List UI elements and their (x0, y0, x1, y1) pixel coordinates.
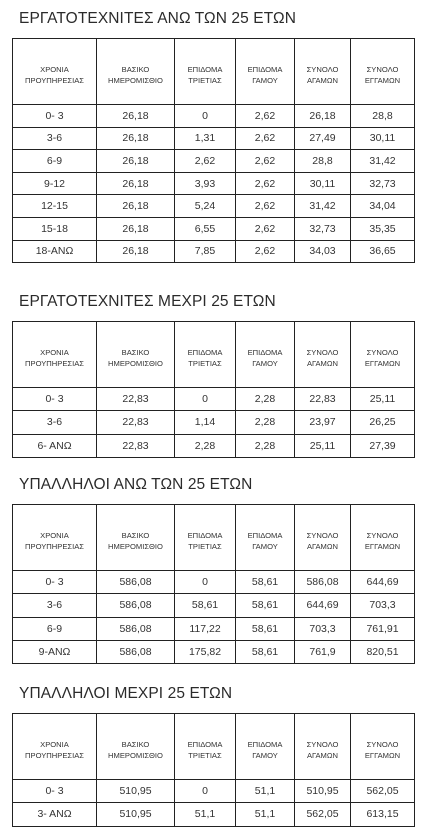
table-row (13, 105, 415, 128)
table-cell: 2,28 (236, 434, 295, 457)
table-row (13, 434, 415, 457)
table-cell: 32,73 (295, 217, 351, 240)
column-header: ΧΡΟΝΙΑ ΠΡΟΥΠΗΡΕΣΙΑΣ (13, 322, 97, 388)
column-header: ΣΥΝΟΛΟ ΑΓΑΜΩΝ (295, 505, 351, 571)
table-cell: 1,14 (175, 411, 236, 434)
table-cell: 586,08 (97, 617, 175, 640)
column-header: ΕΠΙΔΟΜΑ ΤΡΙΕΤΙΑΣ (175, 505, 236, 571)
header-row (13, 322, 415, 388)
table-cell: 22,83 (295, 388, 351, 411)
column-header: ΣΥΝΟΛΟ ΕΓΓΑΜΩΝ (351, 39, 415, 105)
table-cell: 586,08 (97, 640, 175, 663)
column-header: ΣΥΝΟΛΟ ΕΓΓΑΜΩΝ (351, 714, 415, 780)
table-cell: 510,95 (97, 803, 175, 826)
table-cell: 586,08 (97, 571, 175, 594)
table-cell: 2,62 (236, 150, 295, 173)
section-title: ΕΡΓΑΤΟΤΕΧΝΙΤΕΣ ΜΕΧΡΙ 25 ΕΤΩΝ (19, 293, 276, 310)
column-header: ΒΑΣΙΚΟ ΗΜΕΡΟΜΙΣΘΙΟ (97, 505, 175, 571)
column-header: ΒΑΣΙΚΟ ΗΜΕΡΟΜΙΣΘΙΟ (97, 39, 175, 105)
column-header: ΧΡΟΝΙΑ ΠΡΟΥΠΗΡΕΣΙΑΣ (13, 505, 97, 571)
table-row (13, 411, 415, 434)
table-cell: 26,18 (295, 105, 351, 128)
table-row (13, 803, 415, 826)
table-cell: 12-15 (13, 195, 97, 218)
section-title: ΥΠΑΛΛΗΛΟΙ ΜΕΧΡΙ 25 ΕΤΩΝ (19, 685, 233, 702)
table-cell: 2,28 (236, 411, 295, 434)
table-cell: 6-9 (13, 617, 97, 640)
table-row (13, 217, 415, 240)
column-header: ΣΥΝΟΛΟ ΕΓΓΑΜΩΝ (351, 505, 415, 571)
table-cell: 58,61 (236, 617, 295, 640)
table-row (13, 388, 415, 411)
table-cell: 586,08 (295, 571, 351, 594)
table-cell: 26,18 (97, 195, 175, 218)
table-row (13, 240, 415, 263)
table-cell: 0 (175, 105, 236, 128)
table-row (13, 780, 415, 803)
table-cell: 25,11 (351, 388, 415, 411)
table-cell: 3-6 (13, 594, 97, 617)
table-cell: 30,11 (351, 127, 415, 150)
table-cell: 2,62 (236, 172, 295, 195)
table-cell: 3,93 (175, 172, 236, 195)
table-cell: 28,8 (295, 150, 351, 173)
table-row (13, 617, 415, 640)
column-header: ΕΠΙΔΟΜΑ ΓΑΜΟΥ (236, 505, 295, 571)
table-cell: 562,05 (295, 803, 351, 826)
table-cell: 586,08 (97, 594, 175, 617)
table-cell: 3-6 (13, 411, 97, 434)
table-cell: 5,24 (175, 195, 236, 218)
table-cell: 761,9 (295, 640, 351, 663)
table-row (13, 640, 415, 663)
table-cell: 703,3 (351, 594, 415, 617)
table-cell: 0- 3 (13, 105, 97, 128)
header-row (13, 505, 415, 571)
table-cell: 2,62 (236, 105, 295, 128)
table-cell: 26,18 (97, 240, 175, 263)
table-cell: 613,15 (351, 803, 415, 826)
table-cell: 761,91 (351, 617, 415, 640)
table-cell: 18-ΑΝΩ (13, 240, 97, 263)
table-cell: 2,28 (175, 434, 236, 457)
table-cell: 22,83 (97, 388, 175, 411)
table-cell: 27,39 (351, 434, 415, 457)
table-row (13, 195, 415, 218)
table-cell: 31,42 (295, 195, 351, 218)
table-cell: 51,1 (236, 780, 295, 803)
column-header: ΣΥΝΟΛΟ ΑΓΑΜΩΝ (295, 714, 351, 780)
table-cell: 820,51 (351, 640, 415, 663)
table-cell: 644,69 (351, 571, 415, 594)
table-cell: 703,3 (295, 617, 351, 640)
table-cell: 25,11 (295, 434, 351, 457)
table-cell: 22,83 (97, 411, 175, 434)
table-cell: 0 (175, 780, 236, 803)
column-header: ΕΠΙΔΟΜΑ ΓΑΜΟΥ (236, 322, 295, 388)
table-cell: 0- 3 (13, 571, 97, 594)
table-cell: 117,22 (175, 617, 236, 640)
table-cell: 35,35 (351, 217, 415, 240)
column-header: ΕΠΙΔΟΜΑ ΓΑΜΟΥ (236, 39, 295, 105)
section-title: ΕΡΓΑΤΟΤΕΧΝΙΤΕΣ ΑΝΩ ΤΩΝ 25 ΕΤΩΝ (19, 10, 296, 27)
table-cell: 15-18 (13, 217, 97, 240)
wage-table (12, 504, 415, 664)
column-header: ΣΥΝΟΛΟ ΑΓΑΜΩΝ (295, 322, 351, 388)
table-cell: 2,62 (236, 195, 295, 218)
table-cell: 2,62 (236, 217, 295, 240)
table-cell: 58,61 (236, 640, 295, 663)
table-cell: 32,73 (351, 172, 415, 195)
table-cell: 644,69 (295, 594, 351, 617)
table-row (13, 172, 415, 195)
table-row (13, 127, 415, 150)
table-cell: 1,31 (175, 127, 236, 150)
table-cell: 26,18 (97, 217, 175, 240)
table-cell: 30,11 (295, 172, 351, 195)
table-cell: 36,65 (351, 240, 415, 263)
table-cell: 3- ΑΝΩ (13, 803, 97, 826)
table-cell: 26,18 (97, 172, 175, 195)
table-cell: 23,97 (295, 411, 351, 434)
table-cell: 2,62 (236, 240, 295, 263)
table-cell: 22,83 (97, 434, 175, 457)
table-cell: 34,04 (351, 195, 415, 218)
column-header: ΣΥΝΟΛΟ ΑΓΑΜΩΝ (295, 39, 351, 105)
table-cell: 58,61 (236, 594, 295, 617)
header-row (13, 714, 415, 780)
table-cell: 2,62 (175, 150, 236, 173)
column-header: ΕΠΙΔΟΜΑ ΤΡΙΕΤΙΑΣ (175, 714, 236, 780)
table-cell: 175,82 (175, 640, 236, 663)
header-row (13, 39, 415, 105)
table-cell: 0 (175, 571, 236, 594)
column-header: ΒΑΣΙΚΟ ΗΜΕΡΟΜΙΣΘΙΟ (97, 322, 175, 388)
table-cell: 6-9 (13, 150, 97, 173)
table-cell: 51,1 (175, 803, 236, 826)
column-header: ΒΑΣΙΚΟ ΗΜΕΡΟΜΙΣΘΙΟ (97, 714, 175, 780)
table-cell: 0- 3 (13, 780, 97, 803)
column-header: ΕΠΙΔΟΜΑ ΤΡΙΕΤΙΑΣ (175, 322, 236, 388)
table-cell: 3-6 (13, 127, 97, 150)
table-cell: 26,25 (351, 411, 415, 434)
table-row (13, 150, 415, 173)
table-cell: 2,28 (236, 388, 295, 411)
table-cell: 9-ΑΝΩ (13, 640, 97, 663)
wage-table (12, 38, 415, 263)
table-cell: 27,49 (295, 127, 351, 150)
table-cell: 58,61 (236, 571, 295, 594)
table-cell: 31,42 (351, 150, 415, 173)
column-header: ΧΡΟΝΙΑ ΠΡΟΥΠΗΡΕΣΙΑΣ (13, 714, 97, 780)
table-cell: 26,18 (97, 150, 175, 173)
table-cell: 26,18 (97, 105, 175, 128)
table-cell: 51,1 (236, 803, 295, 826)
table-cell: 6,55 (175, 217, 236, 240)
table-row (13, 571, 415, 594)
table-row (13, 594, 415, 617)
wage-table (12, 321, 415, 458)
column-header: ΣΥΝΟΛΟ ΕΓΓΑΜΩΝ (351, 322, 415, 388)
table-cell: 510,95 (295, 780, 351, 803)
table-cell: 0- 3 (13, 388, 97, 411)
table-cell: 510,95 (97, 780, 175, 803)
column-header: ΧΡΟΝΙΑ ΠΡΟΥΠΗΡΕΣΙΑΣ (13, 39, 97, 105)
table-cell: 562,05 (351, 780, 415, 803)
table-cell: 2,62 (236, 127, 295, 150)
column-header: ΕΠΙΔΟΜΑ ΓΑΜΟΥ (236, 714, 295, 780)
table-cell: 58,61 (175, 594, 236, 617)
column-header: ΕΠΙΔΟΜΑ ΤΡΙΕΤΙΑΣ (175, 39, 236, 105)
table-cell: 0 (175, 388, 236, 411)
wage-table (12, 713, 415, 827)
table-cell: 9-12 (13, 172, 97, 195)
table-cell: 7,85 (175, 240, 236, 263)
table-cell: 34,03 (295, 240, 351, 263)
table-cell: 28,8 (351, 105, 415, 128)
section-title: ΥΠΑΛΛΗΛΟΙ ΑΝΩ ΤΩΝ 25 ΕΤΩΝ (19, 476, 253, 493)
table-cell: 6- ΑΝΩ (13, 434, 97, 457)
table-cell: 26,18 (97, 127, 175, 150)
